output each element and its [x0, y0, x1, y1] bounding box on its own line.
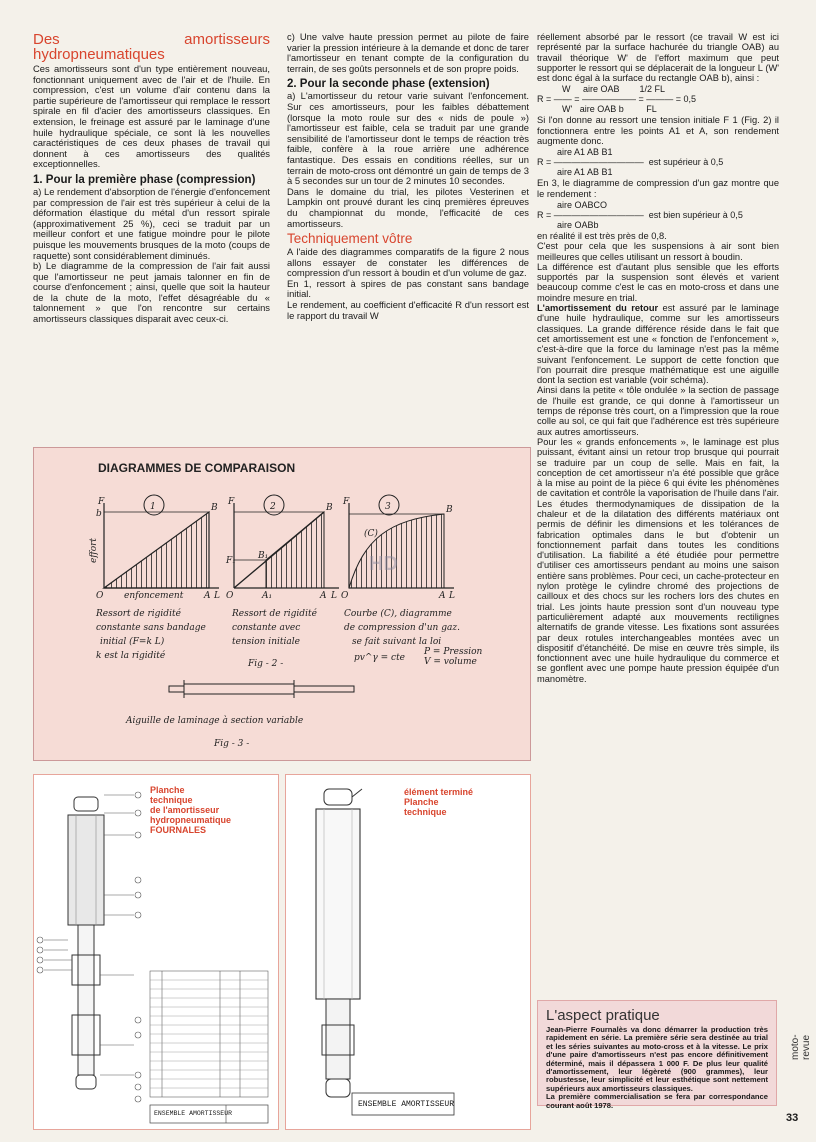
diagram-2-B1: B₁	[258, 551, 269, 561]
diagram-2-L: L	[331, 591, 337, 601]
svg-text:V = volume: V = volume	[424, 657, 477, 667]
caption-3	[344, 608, 483, 667]
diagram-title: DIAGRAMMES DE COMPARAISON	[98, 461, 296, 475]
section-heading-techniquement: Techniquement vôtre	[287, 231, 413, 247]
diagram-3-B: B	[446, 505, 453, 515]
formula-2: aire A1 AB B1 R = —————————— est supérieur à 0,5 aire A1 AB B1	[537, 147, 724, 178]
diagram-2-A: A	[320, 591, 327, 601]
plate-1-caption: Planche technique de l'amortisseur hydropneumatique FOURNALES	[150, 785, 232, 835]
diagram-1-xlabel: enfoncement	[124, 591, 184, 601]
svg-text:k est la rigidité: k est la rigidité	[96, 651, 166, 661]
plate-2-caption: élément terminé Planche technique	[404, 787, 474, 817]
plate-1-ensemble-label: ENSEMBLE AMORTISSEUR	[154, 1110, 233, 1117]
technical-plate-1	[33, 774, 279, 1130]
paragraph-col3-9: Pour les « grands enfoncements », le laminage est plus puissant, évitant ainsi un retour trop brusque qui pourrait se traduire par un coup de selle. Mais en fait, la conception de cet amortisseur n'a été possible que grâce à la mise au point de la pièce 6 qui évite les phénomènes de cavitation et contrôle la vaporisation de l'huile dans l'air. Les études thermodynamiques de dissipation de la chaleur et de la dilatation des différents matériaux ont permis de définir les dimensions et les tolérances de fabrication optimales dans le but d'obtenir un fonctionnement parfait dans toutes les conditions d'utilisation. La fiabilité a été étudiée pour permettre d'utiliser ces amortisseurs pendant au moins une saison entière sans problèmes. Pour ceci, un cache-protecteur en nylon protège le cylindre chromé des projections de cailloux et des chocs sur les rochers lors des chutes en trial. Les joints haute pression sont d'un nouveau type particulièrement adapté aux mouvements rectilignes alternatifs de grande vitesse. Les fixations sont assurées par deux rotules interchangeables montées avec un dispositif d'étanchéité. De mise en œuvre très simple, ils fonctionnent avec une huile hydraulique du commerce et se gonflent avec une pompe haute pression équipée d'un manomètre.	[537, 436, 779, 684]
diagram-1-ylabel: effort	[89, 537, 99, 563]
diagram-3-F: F	[343, 497, 350, 507]
diagram-3-O: O	[341, 591, 349, 601]
column-1	[33, 32, 270, 325]
paragraph-rendement: Le rendement, au coefficient d'efficacité R d'un ressort est le rapport du travail W	[287, 299, 529, 321]
diagram-3-C: (C)	[364, 529, 378, 539]
paragraph-col3-6: La différence est d'autant plus sensible que les efforts supportés par la suspension sont élevés et varient beaucoup comme c'est le cas en moto-cross et dans une moindre mesure en trial.	[537, 261, 779, 303]
plate-2-ensemble-label: ENSEMBLE AMORTISSEUR	[358, 1100, 455, 1109]
paragraph-col3-8: Ainsi dans la petite « tôle ondulée » la section de passage de l'huile est grande, ce qui donne à l'amortisseur un temps de réponse très court, on a l'impression que la roue colle au sol, ce qui fait que l'adhérence est très supérieure aux autres amortisseurs.	[537, 385, 779, 437]
svg-text:constante avec: constante avec	[232, 623, 301, 633]
paragraph-col3-3: En 3, le diagramme de compression d'un gaz montre que le rendement :	[537, 178, 779, 199]
technical-plate-2	[285, 774, 531, 1130]
paragraph-extension: a) L'amortisseur du retour varie suivant l'enfoncement. Sur ces amortisseurs, pour les faibles débattement (lorsque la moto roule sur des « nids de poule ») l'amortisseur est faible, cela se traduit par une grande sensibilité de l'amortisseur dont le temps de réaction très faible, confère à la roue arrière une adhérence fantastique. Des essais en conditions réelles, sur un terrain de moto-cross ont démontré un gain de temps de 3 à 5 secondes sur un tour de 2 minutes 10 secondes.	[287, 90, 529, 187]
diagram-1	[89, 495, 220, 601]
svg-text:constante sans bandage: constante sans bandage	[96, 623, 206, 633]
finished-shock-absorber-drawing	[286, 775, 530, 1129]
svg-text:initial (F=k L): initial (F=k L)	[100, 637, 165, 647]
diagram-2-B: B	[326, 503, 333, 513]
article-title: Des amortisseurs hydropneumatiques	[33, 31, 270, 63]
section-heading-compression: 1. Pour la première phase (compression)	[33, 173, 256, 186]
aspect-body: Jean-Pierre Fournalès va donc démarrer la production très rapidement en série. La première série sera destinée au trial et les séries suivantes au moto-cross et à la vitesse. Le prix d'une paire d'amortisseurs n'est pas encore définitivement déterminé, mais il dépassera 1 000 F. De plus leur qualité d'amortissement, leur légèreté (900 grammes), leur robustesse, leur simplicité et leur esthétique sont nettement supérieurs aux amortisseurs classiques.	[546, 1025, 768, 1093]
paragraph-col3-2: Si l'on donne au ressort une tension initiale F 1 (Fig. 2) il fonctionnera entre les points A1 et A, son rendement augmente donc.	[537, 115, 779, 147]
svg-text:se fait suivant la loi: se fait suivant la loi	[352, 637, 442, 647]
paragraph-col3-1: réellement absorbé par le ressort (ce travail W est ici représenté par la surface hachurée du triangle OAB) au travail théorique W' de l'effort maximum que peut supporter le ressort qui se déplacerait de la longueur L (W' est donc égal à la surface du rectangle OAB b), ainsi :	[537, 32, 779, 84]
aspect-body-2: La première commercialisation se fera par correspondance courant août 1978.	[546, 1092, 768, 1110]
aspect-pratique-box	[537, 1000, 777, 1110]
paragraph-col3-4: en réalité il est très près de 0,8.	[537, 230, 667, 241]
svg-text:Aiguille de laminage à section: Aiguille de laminage à section variable	[126, 716, 304, 726]
paragraph-trial: Dans le domaine du trial, les pilotes Vesterinen et Lampkin ont prouvé durant les cinq premières épreuves du championnat du monde, l'efficacité de ces amortisseurs.	[287, 185, 529, 229]
diagram-box	[33, 447, 531, 761]
watermark: HD	[369, 553, 398, 575]
diagram-2-O: O	[226, 591, 234, 601]
svg-text:Fig - 2 -: Fig - 2 -	[248, 659, 284, 669]
svg-text:tension initiale: tension initiale	[232, 637, 300, 647]
svg-text:Courbe (C), diagramme: Courbe (C), diagramme	[344, 609, 452, 619]
paragraph-a: a) Le rendement d'absorption de l'énergie d'enfoncement par compression de l'air est très supérieur à celui de la déformation élastique du métal d'un ressort spirale (approximativement 25 %), ceci se traduit par un meilleur confort et une fatigue moindre pour le pilote puisque les mouvements brusques de la moto (coups de raquette) sont considérablement diminués.	[33, 185, 270, 261]
diagram-2-number: 2	[270, 502, 276, 512]
svg-text:de compression d'un gaz.: de compression d'un gaz.	[344, 623, 460, 633]
diagram-2	[225, 495, 339, 601]
gas-law: pv^γ = cte	[354, 653, 406, 663]
diagram-3-A: A	[439, 591, 446, 601]
caption-1	[95, 608, 206, 661]
formula-1: W aire OAB 1/2 FL R = —— = —————— = ——— = 0,5 W' aire OAB b FL	[537, 84, 697, 115]
svg-text:Ressort de rigidité: Ressort de rigidité	[96, 609, 181, 619]
column-2	[287, 32, 529, 321]
section-heading-extension: 2. Pour la seconde phase (extension)	[287, 78, 490, 91]
diagram-1-F: F	[98, 497, 105, 507]
diagram-1-O: O	[96, 591, 104, 601]
paragraph-c: c) Une valve haute pression permet au pilote de faire varier la pression intérieure à la demande et donc de tarer l'amortisseur en tenant compte de la configuration du terrain, de ses goûts personnels et de son propre poids.	[287, 31, 529, 74]
diagram-1-number: 1	[150, 502, 156, 512]
page-number: 33	[786, 1112, 799, 1124]
bold-lead: L'amortissement du retour	[537, 303, 659, 314]
paragraph-b: b) Le diagramme de la compression de l'air fait aussi que l'amortisseur ne peut jamais talonner en fin de course d'enfoncement ; ainsi, quelle que soit la hauteur de la chute de la moto, l'effet désagréable du « talonnement » que l'on rencontre sur certains amortisseurs classiques disparait avec ceux-ci.	[33, 260, 270, 325]
paragraph-tech: A l'aide des diagrammes comparatifs de la figure 2 nous allons essayer de constater les différences de compression d'un ressort à boudin et d'un volume de gaz.	[287, 246, 529, 279]
paragraph-col3-5: C'est pour cela que les suspensions à air sont bien meilleures que celles utilisant un ressort à boudin.	[537, 241, 779, 262]
diagram-1-L: L	[214, 591, 220, 601]
formula-3: aire OABCO R = —————————— est bien supérieur à 0,5 aire OABb	[537, 199, 743, 230]
diagram-1-B: B	[211, 503, 218, 513]
caption-2	[231, 608, 318, 669]
svg-text:Fig - 3 -: Fig - 3 -	[214, 739, 250, 749]
diagram-2-A1: A₁	[262, 591, 273, 601]
diagram-3-number: 3	[385, 502, 391, 512]
paragraph-col3-7: L'amortissement du retour est assuré par le laminage d'une huile hydraulique, comme sur les amortisseurs classiques. La grande différence réside dans le fait que cet amortissement est une « fonction de l'enfoncement », c'est-à-dire que la force du laminage n'est pas la même suivant l'enfoncement. Le support de cette fonction que l'on pourrait dire presque mathématique est une aiguille dont la section est variable (voir schéma).	[537, 303, 779, 386]
aspect-title: L'aspect pratique	[546, 1007, 660, 1024]
comparison-diagrams	[34, 448, 530, 760]
svg-text:P = Pression: P = Pression	[424, 647, 483, 657]
magazine-name: moto-revue	[790, 1034, 812, 1060]
diagram-3	[341, 495, 455, 601]
intro-paragraph: Ces amortisseurs sont d'un type entièrement nouveau, fonctionnant uniquement avec de l'air et de l'huile. En compression, c'est un volume d'air contenu dans la partie supérieure de l'amortisseur qui remplace le ressort spirale en fil d'acier des amortisseurs classiques. En extension, le freinage est assuré par le laminage d'une huile hydraulique spéciale, ce sont là les nouvelles caractéristiques de ces deux phases de travail qui donnent à ces amortisseurs des qualités exceptionnelles.	[33, 63, 270, 170]
diagram-1-b: b	[96, 509, 102, 519]
paragraph-en1: En 1, ressort à spires de pas constant sans bandage initial.	[287, 277, 529, 300]
diagram-2-F1: F₁	[226, 556, 236, 566]
diagram-1-A: A	[204, 591, 211, 601]
diagram-3-L: L	[449, 591, 455, 601]
needle-figure	[125, 680, 354, 749]
column-3	[537, 32, 779, 684]
diagram-2-F: F	[228, 497, 235, 507]
svg-text:Ressort de rigidité: Ressort de rigidité	[232, 609, 317, 619]
